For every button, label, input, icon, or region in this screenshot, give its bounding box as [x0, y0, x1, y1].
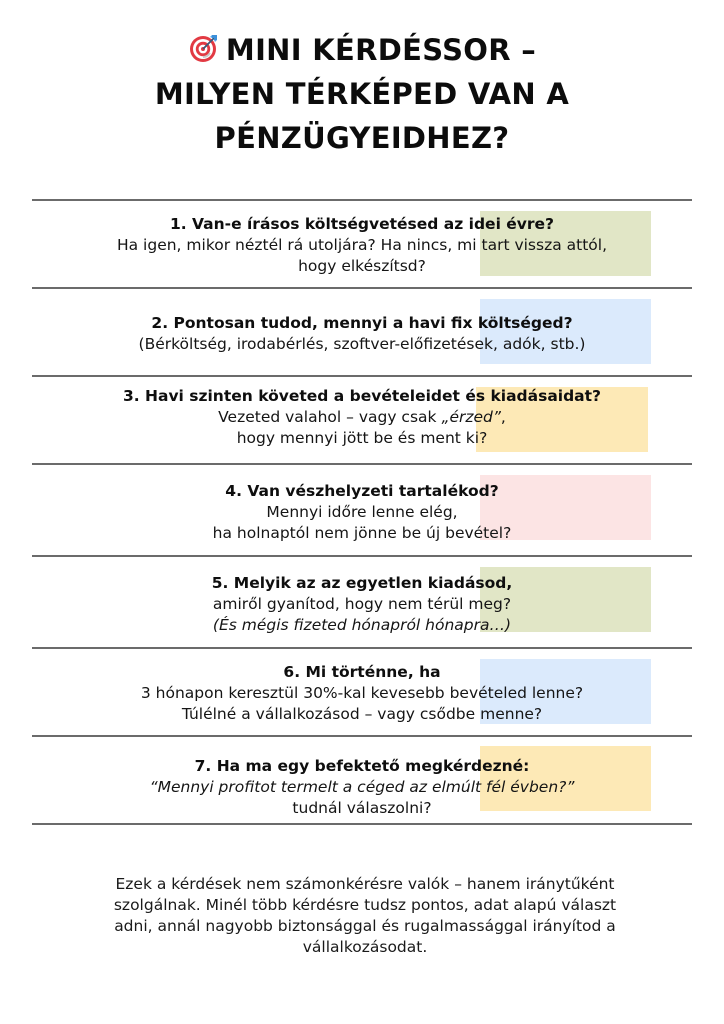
divider [32, 555, 692, 557]
question-body-line [32, 407, 692, 428]
divider [32, 735, 692, 737]
divider [32, 463, 692, 465]
question-5 [32, 573, 692, 636]
question-title: 2. Pontosan tudod, mennyi a havi fix költséged? [151, 314, 573, 332]
footer-line: Ezek a kérdések nem számonkérésre valók – hanem iránytűként [115, 875, 615, 893]
question-title: 3. Havi szinten követed a bevételeidet és kiadásaidat? [122, 387, 602, 405]
question-body-line: hogy mennyi jött be és ment ki? [236, 429, 488, 447]
divider [32, 287, 692, 289]
target-dart-icon [188, 32, 220, 64]
question-body-line: Ha igen, mikor néztél rá utoljára? Ha nincs, mi tart vissza attól, [116, 236, 608, 254]
question-body-text: , [500, 408, 506, 426]
question-7 [32, 756, 692, 819]
question-2 [32, 313, 692, 355]
question-body-emphasis: “Mennyi profitot termelt a céged az elmúlt fél évben?” [149, 778, 575, 796]
divider [32, 647, 692, 649]
title-text-line-1: MINI KÉRDÉSSOR – [225, 33, 537, 67]
question-title: 5. Melyik az az egyetlen kiadásod, [211, 574, 513, 592]
question-body-line: amiről gyanítod, hogy nem térül meg? [212, 595, 512, 613]
footer-paragraph [70, 874, 660, 958]
question-body-line: hogy elkészítsd? [298, 257, 426, 275]
question-body-line: Mennyi időre lenne elég, [266, 503, 458, 521]
title-line-1 [0, 28, 724, 72]
question-title: 7. Ha ma egy befektető megkérdezné: [194, 757, 530, 775]
question-body-line [32, 615, 692, 636]
footer-line: adni, annál nagyobb biztonsággal és rugalmassággal irányítod a [114, 917, 616, 935]
question-6 [32, 662, 692, 725]
question-body-line: ha holnaptól nem jönne be új bevétel? [212, 524, 512, 542]
footer-line: vállalkozásodat. [302, 938, 428, 956]
question-body-text: Vezeted valahol – vagy csak [218, 408, 442, 426]
question-1 [32, 214, 692, 277]
divider [32, 823, 692, 825]
question-body-line: 3 hónapon keresztül 30%-kal kevesebb bevételed lenne? [140, 684, 584, 702]
question-body-line: Túlélné a vállalkozásod – vagy csődbe menne? [181, 705, 543, 723]
divider [32, 375, 692, 377]
divider [32, 199, 692, 201]
question-title: 1. Van-e írásos költségvetésed az idei évre? [169, 215, 555, 233]
question-body-line [32, 777, 692, 798]
question-4 [32, 481, 692, 544]
question-body-emphasis: „érzed” [441, 408, 501, 426]
footer-line: szolgálnak. Minél több kérdésre tudsz pontos, adat alapú választ [113, 896, 617, 914]
question-title: 6. Mi történne, ha [283, 663, 441, 681]
title-line-2: MILYEN TÉRKÉPED VAN A [154, 77, 570, 111]
question-3 [32, 386, 692, 449]
page-title [0, 28, 724, 160]
question-body-line: tudnál válaszolni? [292, 799, 432, 817]
question-body-line: (Bérköltség, irodabérlés, szoftver-előfizetések, adók, stb.) [138, 335, 586, 353]
question-title: 4. Van vészhelyzeti tartalékod? [225, 482, 499, 500]
title-line-3: PÉNZÜGYEIDHEZ? [214, 121, 510, 155]
question-body-emphasis: (És mégis fizeted hónapról hónapra…) [212, 616, 512, 634]
